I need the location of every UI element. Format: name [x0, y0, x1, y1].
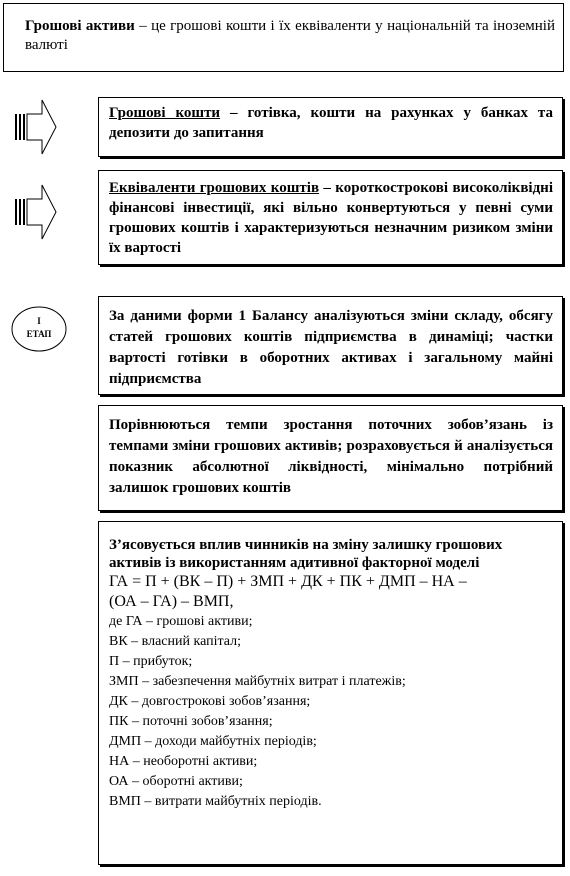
legend-item: ОА – оборотні активи; — [109, 774, 243, 789]
definition-cash-equivalents — [98, 170, 563, 265]
legend-item: ВК – власний капітал; — [109, 634, 241, 649]
legend-item: П – прибуток; — [109, 654, 193, 669]
factor-model-formula-line-1: ГА = П + (ВК – П) + ЗМП + ДК + ПК + ДМП – НА – — [109, 573, 467, 590]
step-liquidity-analysis-text: Порівнюються темпи зростання поточних зобов’язань із темпами зміни грошових активів; розраховується й аналізується показник абсолютної ліквідності, мінімально потрібний залишок грошових коштів — [109, 417, 553, 496]
legend-item: НА – необоротні активи; — [109, 754, 258, 769]
step-factor-model — [98, 521, 563, 865]
term-cash-equivalents: Еквіваленти грошових коштів — [109, 180, 320, 196]
definition-cash — [98, 97, 563, 157]
legend-item: ДМП – доходи майбутніх періодів; — [109, 734, 317, 749]
definition-monetary-assets-text — [25, 17, 555, 55]
factor-model-heading: З’ясовується вплив чинників на зміну залишку грошових активів із використанням адитивної факторної моделі — [109, 537, 503, 571]
striped-right-arrow-icon — [14, 97, 58, 157]
definition-cash-text — [109, 103, 553, 143]
term-monetary-assets: Грошові активи — [25, 18, 135, 34]
definition-monetary-assets — [3, 3, 564, 72]
factor-model-legend — [109, 612, 553, 812]
step-liquidity-analysis — [98, 405, 563, 511]
factor-model-formula-line-2: (ОА – ГА) – ВМП, — [109, 593, 234, 610]
step-balance-analysis-text: За даними форми 1 Балансу аналізуються зміни складу, обсягу статей грошових коштів підприємства в динаміці; частки вартості готівки в оборотних активах і загальному майні підприємства — [109, 308, 553, 387]
striped-right-arrow-icon — [14, 182, 58, 242]
step-balance-analysis — [98, 296, 563, 395]
legend-item: ВМП – витрати майбутніх періодів. — [109, 794, 322, 809]
stage-number: І — [37, 316, 41, 326]
legend-item: ПК – поточні зобов’язання; — [109, 714, 273, 729]
term-cash: Грошові кошти — [109, 105, 221, 121]
stage-label: ЕТАП — [26, 329, 52, 339]
legend-item: де ГА – грошові активи; — [109, 614, 253, 629]
definition-cash-body: – готівка, кошти на рахунках у банках та депозити до запитання — [109, 105, 553, 141]
definition-cash-equivalents-text — [109, 178, 553, 258]
stage-badge — [10, 305, 68, 353]
legend-item: ДК – довгострокові зобов’язання; — [109, 694, 311, 709]
legend-item: ЗМП – забезпечення майбутніх витрат і платежів; — [109, 674, 406, 689]
definition-cash-equivalents-body: – короткострокові високоліквідні фінансові інвестиції, які вільно конвертуються у певні суми грошових коштів і характеризуються незначним ризиком зміни їх вартості — [109, 180, 553, 256]
definition-monetary-assets-body: – це грошові кошти і їх еквіваленти у національній та іноземній валюті — [25, 18, 555, 53]
